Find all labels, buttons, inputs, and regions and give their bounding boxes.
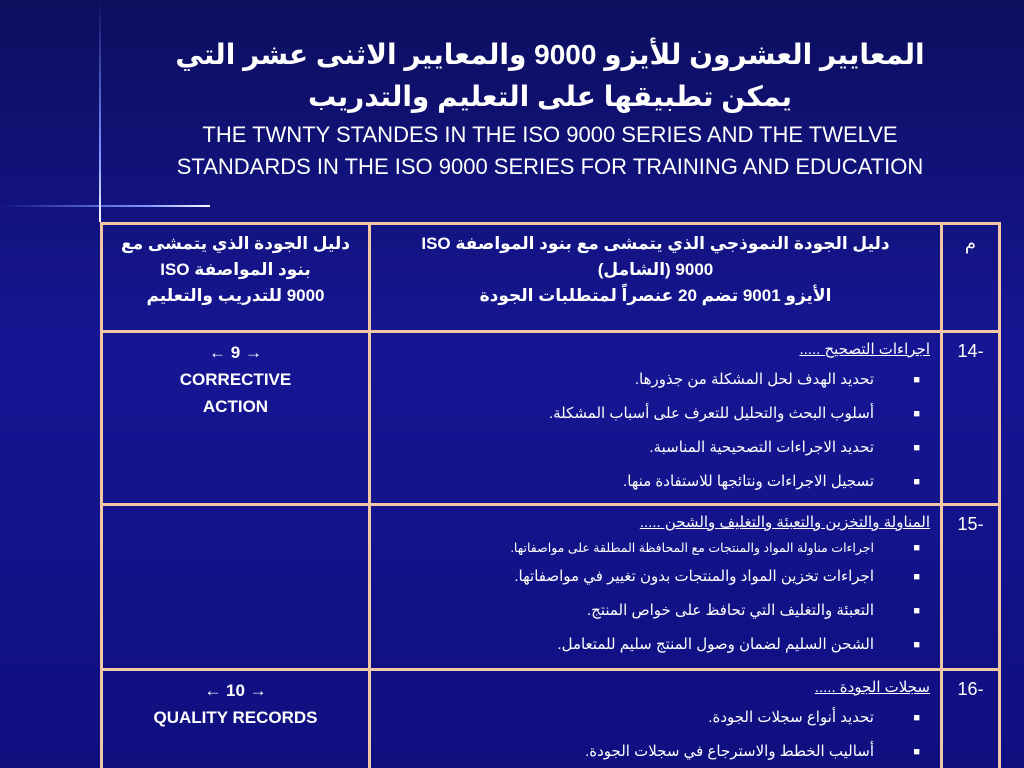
header-cell-number: م: [942, 224, 1000, 332]
row-number: 14-: [942, 332, 1000, 505]
table-header-row: [102, 224, 1000, 332]
item-list: [381, 536, 930, 662]
list-item-text: تحديد الاجراءات التصحيحية المناسبة.: [649, 439, 874, 456]
table-row: [102, 670, 1000, 768]
bullet-icon: ■: [913, 542, 920, 554]
list-item: [381, 465, 930, 499]
header-cell-training: [102, 224, 370, 332]
list-item: [381, 560, 930, 594]
decorative-horizontal-line: [0, 205, 210, 207]
table-row: [102, 505, 1000, 670]
row-number: 15-: [942, 505, 1000, 670]
clause-arrow-label: ← 9 →: [209, 343, 262, 362]
list-item-text: تحديد الهدف لحل المشكلة من جذورها.: [634, 371, 874, 388]
header-manual-line-3: الأيزو 9001 تضم 20 عنصراً لمتطلبات الجودة: [479, 286, 832, 305]
bullet-icon: ■: [913, 571, 920, 583]
header-manual-line-1: دليل الجودة النموذجي الذي يتمشى مع بنود المواصفة ISO: [421, 234, 890, 253]
bullet-icon: ■: [913, 408, 920, 420]
list-item: [381, 363, 930, 397]
bullet-icon: ■: [913, 746, 920, 758]
bullet-icon: ■: [913, 442, 920, 454]
list-item: [381, 397, 930, 431]
training-cell: [102, 670, 370, 768]
english-title-line-2: STANDARDS IN THE ISO 9000 SERIES FOR TRAINING AND EDUCATION: [176, 154, 924, 179]
clause-name-line-1: CORRECTIVE: [179, 370, 292, 389]
section-title: اجراءات التصحيح .....: [799, 341, 930, 358]
list-item: [381, 536, 930, 560]
clause-name-line-1: QUALITY RECORDS: [153, 708, 318, 727]
header-manual-line-2: 9000 (الشامل): [597, 260, 714, 279]
training-cell: [102, 505, 370, 670]
list-item-text: اجراءات تخزين المواد والمنتجات بدون تغيير في مواصفاتها.: [514, 568, 874, 585]
clause-name-line-2: ACTION: [202, 397, 269, 416]
bullet-icon: ■: [913, 605, 920, 617]
list-item: [381, 701, 930, 735]
list-item-text: أساليب الخطط والاسترجاع في سجلات الجودة.: [585, 743, 874, 760]
list-item: [381, 431, 930, 465]
clause-arrow-label: ← 10 →: [204, 681, 267, 700]
row-number: 16-: [942, 670, 1000, 768]
bullet-icon: ■: [913, 639, 920, 651]
list-item-text: التعبئة والتغليف التي تحافظ على خواص المنتج.: [586, 602, 874, 619]
list-item: [381, 628, 930, 662]
list-item: [381, 735, 930, 768]
list-item-text: أسلوب البحث والتحليل للتعرف على أسباب المشكلة.: [548, 405, 874, 422]
manual-cell: [370, 505, 942, 670]
section-title: المناولة والتخزين والتعبئة والتغليف والشحن .....: [639, 514, 930, 531]
header-cell-quality-manual: [370, 224, 942, 332]
list-item-text: تسجيل الاجراءات ونتائجها للاستفادة منها.: [623, 473, 874, 490]
arabic-title-line-1: المعايير العشرون للأيزو 9000 والمعايير الاثنى عشر التي: [175, 39, 925, 70]
header-training-line-2: بنود المواصفة ISO: [160, 260, 311, 279]
bullet-icon: ■: [913, 374, 920, 386]
item-list: [381, 701, 930, 768]
decorative-vertical-line: [99, 0, 101, 222]
item-list: [381, 363, 930, 499]
header-training-line-1: دليل الجودة الذي يتمشى مع: [121, 234, 350, 253]
bullet-icon: ■: [913, 476, 920, 488]
table-row: [102, 332, 1000, 505]
list-item-text: اجراءات مناولة المواد والمنتجات مع المحافظة المطلقة على مواصفاتها.: [510, 541, 874, 555]
list-item-text: الشحن السليم لضمان وصول المنتج سليم للمتعامل.: [557, 636, 874, 653]
bullet-icon: ■: [913, 712, 920, 724]
list-item-text: تحديد أنواع سجلات الجودة.: [708, 709, 874, 726]
training-cell: [102, 332, 370, 505]
header-training-line-3: 9000 للتدريب والتعليم: [146, 286, 325, 305]
english-title-line-1: THE TWNTY STANDES IN THE ISO 9000 SERIES AND THE TWELVE: [202, 122, 898, 147]
manual-cell: [370, 332, 942, 505]
section-title: سجلات الجودة .....: [814, 679, 930, 696]
arabic-title-line-2: يمكن تطبيقها على التعليم والتدريب: [307, 81, 793, 112]
slide-title: [120, 34, 980, 182]
standards-table: [100, 222, 1001, 768]
list-item: [381, 594, 930, 628]
manual-cell: [370, 670, 942, 768]
